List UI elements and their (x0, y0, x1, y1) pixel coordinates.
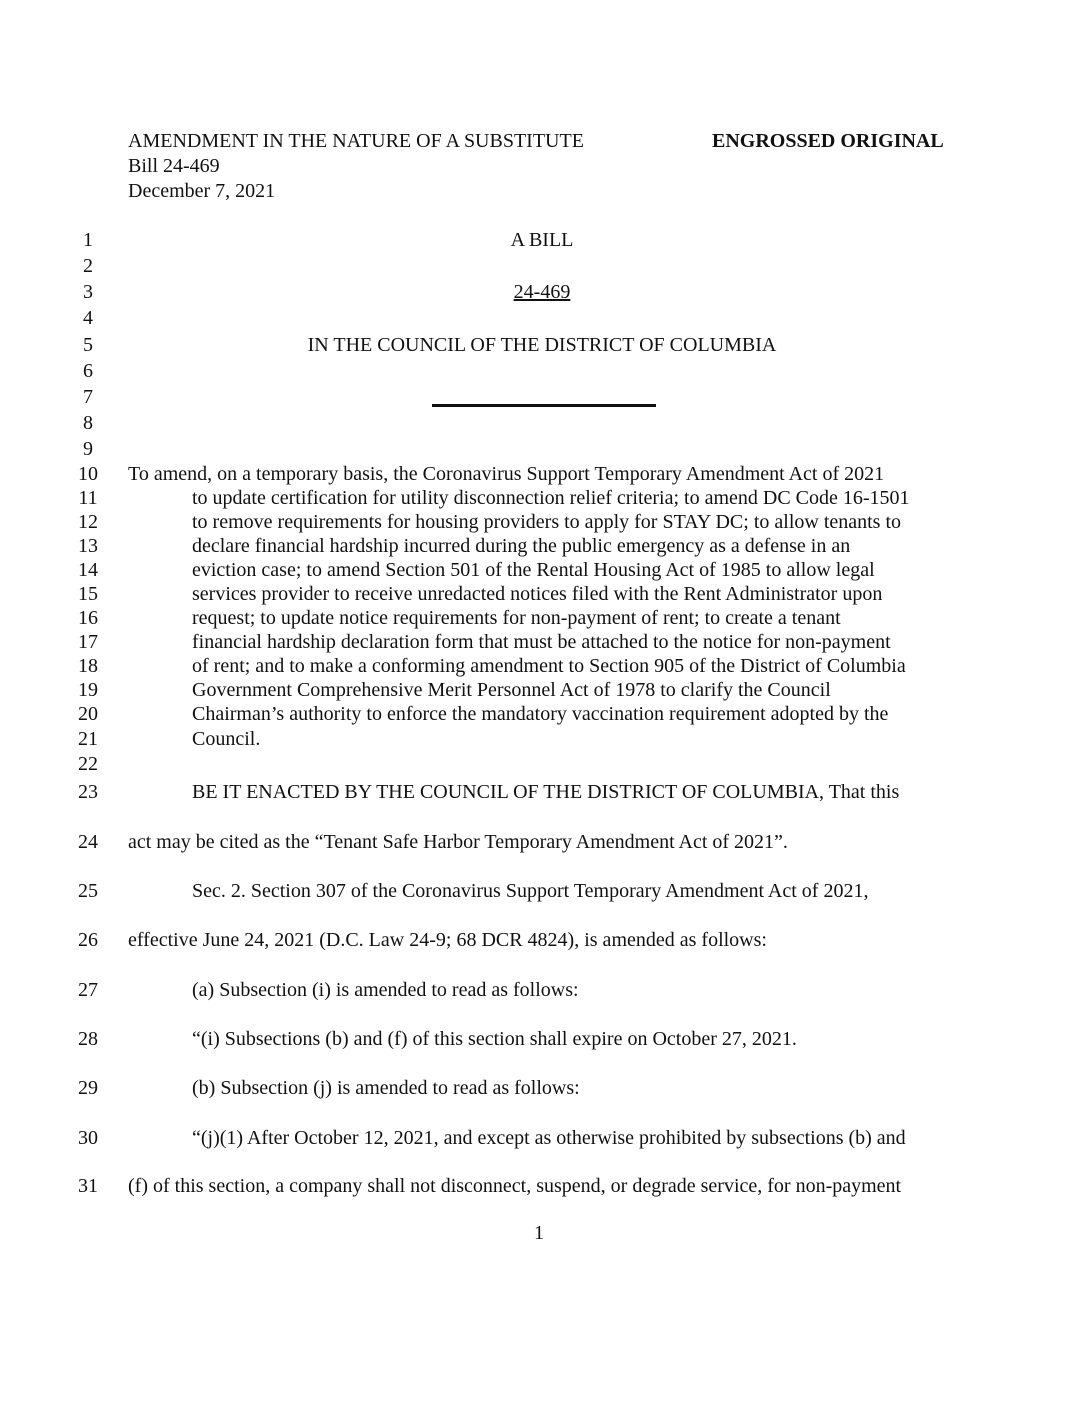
preamble-line: eviction case; to amend Section 501 of the Rental Housing Act of 1985 to allow legal (192, 559, 875, 581)
preamble-line: To amend, on a temporary basis, the Coronavirus Support Temporary Amendment Act of 2021 (128, 463, 885, 485)
line-number: 12 (78, 511, 98, 533)
line-number: 20 (78, 703, 98, 725)
line-number: 4 (83, 307, 93, 329)
line-number: 13 (78, 535, 98, 557)
preamble-line: Government Comprehensive Merit Personnel Act of 1978 to clarify the Council (192, 679, 831, 701)
line-number: 11 (78, 487, 98, 509)
header-left-title: AMENDMENT IN THE NATURE OF A SUBSTITUTE (128, 130, 584, 152)
line-number: 21 (78, 728, 98, 750)
signature-rule (432, 404, 656, 407)
line-number: 26 (78, 929, 98, 951)
line-number: 8 (83, 412, 93, 434)
line-number: 29 (78, 1077, 98, 1099)
line-number: 16 (78, 607, 98, 629)
preamble-line: Council. (192, 728, 261, 750)
council-heading: IN THE COUNCIL OF THE DISTRICT OF COLUMBIA (307, 334, 777, 356)
line-number: 27 (78, 979, 98, 1001)
line-number: 6 (83, 360, 93, 382)
page-number: 1 (534, 1222, 544, 1244)
line-number: 18 (78, 655, 98, 677)
section-heading: Sec. 2. Section 307 of the Coronavirus Support Temporary Amendment Act of 2021, (192, 880, 869, 902)
a-bill-heading: A BILL (510, 229, 574, 251)
body-line: effective June 24, 2021 (D.C. Law 24-9; 68 DCR 4824), is amended as follows: (128, 929, 767, 951)
bill-number-underlined: 24-469 (513, 281, 571, 303)
line-number: 19 (78, 679, 98, 701)
preamble-line: financial hardship declaration form that must be attached to the notice for non-payment (192, 631, 891, 653)
body-line: “(j)(1) After October 12, 2021, and except as otherwise prohibited by subsections (b) and (192, 1127, 906, 1149)
short-title-line: act may be cited as the “Tenant Safe Harbor Temporary Amendment Act of 2021”. (128, 831, 788, 853)
line-number: 5 (83, 334, 93, 356)
header-date: December 7, 2021 (128, 180, 276, 202)
body-line: (a) Subsection (i) is amended to read as follows: (192, 979, 579, 1001)
line-number: 24 (78, 831, 98, 853)
line-number: 30 (78, 1127, 98, 1149)
line-number: 1 (83, 229, 93, 251)
preamble-line: declare financial hardship incurred during the public emergency as a defense in an (192, 535, 851, 557)
line-number: 22 (78, 753, 98, 775)
preamble-line: request; to update notice requirements for non-payment of rent; to create a tenant (192, 607, 841, 629)
line-number: 10 (78, 463, 98, 485)
body-line: (f) of this section, a company shall not disconnect, suspend, or degrade service, for non-payment (128, 1175, 902, 1197)
body-line: “(i) Subsections (b) and (f) of this section shall expire on October 27, 2021. (192, 1028, 797, 1050)
line-number: 23 (78, 781, 98, 803)
preamble-line: Chairman’s authority to enforce the mandatory vaccination requirement adopted by the (192, 703, 889, 725)
preamble-line: of rent; and to make a conforming amendment to Section 905 of the District of Columbia (192, 655, 906, 677)
line-number: 3 (83, 281, 93, 303)
line-number: 9 (83, 438, 93, 460)
enacting-clause: BE IT ENACTED BY THE COUNCIL OF THE DISTRICT OF COLUMBIA, That this (192, 781, 900, 803)
line-number: 15 (78, 583, 98, 605)
header-right-title: ENGROSSED ORIGINAL (712, 130, 944, 152)
line-number: 7 (83, 386, 93, 408)
preamble-line: to update certification for utility disconnection relief criteria; to amend DC Code 16-1501 (192, 487, 910, 509)
preamble-line: services provider to receive unredacted notices filed with the Rent Administrator upon (192, 583, 883, 605)
line-number: 2 (83, 255, 93, 277)
line-number: 25 (78, 880, 98, 902)
header-bill-number: Bill 24-469 (128, 155, 220, 177)
line-number: 31 (78, 1175, 98, 1197)
body-line: (b) Subsection (j) is amended to read as follows: (192, 1077, 580, 1099)
line-number: 14 (78, 559, 98, 581)
line-number: 17 (78, 631, 98, 653)
line-number: 28 (78, 1028, 98, 1050)
preamble-line: to remove requirements for housing providers to apply for STAY DC; to allow tenants to (192, 511, 902, 533)
